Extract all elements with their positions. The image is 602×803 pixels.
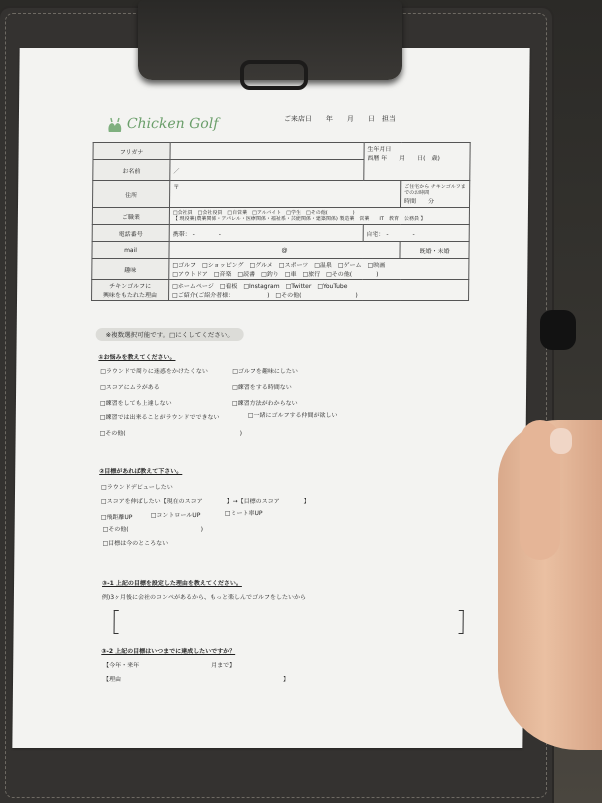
q3-title: ③-1 上記の目標を設定した理由を教えてください。 xyxy=(102,580,242,587)
q2-option[interactable]: □ミート率UP xyxy=(224,510,263,517)
q4-deadline-field[interactable]: 【今年・来年 月まで】 xyxy=(103,662,236,669)
q1-title: ①お悩みを教えてください。 xyxy=(98,354,176,361)
birthday-field[interactable]: 年 月 日( 歳) xyxy=(381,155,440,162)
home-phone-field[interactable]: - - xyxy=(386,230,415,238)
customer-info-table xyxy=(91,142,471,301)
hobby-options-1[interactable]: □ゴルフ □ショッピング □グルメ □スポーツ □温泉 □ゲーム □映画 xyxy=(172,262,386,269)
seireki-label: 西暦 xyxy=(367,155,380,162)
reason-options-2[interactable]: □ご紹介(ご紹介者様： ) □その他( ) xyxy=(172,292,358,299)
hobby-label: 趣味 xyxy=(92,259,169,280)
q1-option[interactable]: □練習では出来ることがラウンドでできない xyxy=(99,414,220,421)
q1-option[interactable]: □一緒にゴルフする仲間が欲しい xyxy=(247,412,338,419)
q1-option[interactable]: □練習をする時間ない xyxy=(232,384,292,391)
mail-field[interactable]: @ xyxy=(169,242,400,259)
occupation-industry-options[interactable]: 【 現役業(農業関係・アパレル・医療関係・福祉系・芸能関係・建築関係) 製造業 営業 IT 教育 公務員 】 xyxy=(172,216,426,222)
address-field[interactable]: 〒 xyxy=(169,181,400,208)
occupation-options[interactable]: □会社員 □会社役員 □自営業 □アルバイト □学生 □その他( ) xyxy=(172,210,355,216)
metal-clip xyxy=(138,0,402,80)
furigana-field[interactable] xyxy=(170,143,364,160)
hand xyxy=(498,420,602,750)
hobby-options-2[interactable]: □アウトドア □音楽 □読書 □釣り □車 □旅行 □その他( ) xyxy=(172,271,379,278)
reason-options-1[interactable]: □ホームページ □看板 □Instagram □Twitter □YouTube xyxy=(172,283,348,290)
phone-label: 電話番号 xyxy=(92,225,169,242)
mail-label: mail xyxy=(92,242,169,259)
q2-option[interactable]: □コントロールUP xyxy=(150,512,201,519)
q2-option[interactable]: □スコアを伸ばしたい【現在のスコア 】→【目標のスコア 】 xyxy=(100,498,310,505)
q2-title: ②目標があれば教えて下さい。 xyxy=(99,468,183,475)
q1-option[interactable]: □練習をしても上達しない xyxy=(99,400,172,407)
multi-select-note: ※複数選択可能です。□にくしてください。 xyxy=(96,328,244,341)
mobile-field[interactable]: - - xyxy=(192,230,222,238)
background-object xyxy=(540,310,576,350)
q3-answer-field[interactable] xyxy=(114,610,464,634)
reason-label-2: 興味をもたれた理由 xyxy=(103,292,158,299)
q1-option[interactable]: □ゴルフを趣味にしたい xyxy=(232,368,298,375)
q1-option[interactable]: □練習方法がわからない xyxy=(231,400,298,407)
commute-note: ご住宅から チキンゴルフまでのお時間 xyxy=(404,183,466,196)
name-field[interactable]: ／ xyxy=(170,160,364,181)
q1-option[interactable]: □その他( ) xyxy=(99,430,243,437)
commute-field[interactable]: 時間 分 xyxy=(404,197,435,205)
furigana-label: フリガナ xyxy=(93,143,170,160)
q2-option[interactable]: □ラウンドデビューしたい xyxy=(101,484,173,491)
reason-label-1: チキンゴルフに xyxy=(109,283,152,290)
q4-title: ③-2 上記の目標はいつまでに達成したいですか？ xyxy=(101,648,236,655)
chicken-logo-icon xyxy=(105,116,125,136)
home-phone-label: 自宅： xyxy=(366,230,385,238)
q1-option[interactable]: □スコアにムラがある xyxy=(100,384,160,391)
name-label: お名前 xyxy=(93,160,170,181)
address-label: 住所 xyxy=(92,181,169,208)
q4-reason-field[interactable]: 【理由 】 xyxy=(103,676,290,683)
q2-option[interactable]: □飛距離UP xyxy=(100,514,133,521)
occupation-label: ご職業 xyxy=(92,208,169,225)
birthday-label: 生年月日 xyxy=(367,146,392,153)
logo-text: Chicken Golf xyxy=(126,116,219,132)
visit-date-header: ご来店日 年 月 日 担当 xyxy=(283,115,396,123)
q1-option[interactable]: □ラウンドで周りに迷惑をかけたくない xyxy=(100,368,208,375)
q3-example: 例)3ヶ月後に会社のコンペがあるから、もっと楽しんでゴルフをしたいから xyxy=(101,594,307,601)
q2-option[interactable]: □その他( ) xyxy=(102,526,204,533)
paper-form xyxy=(12,48,529,748)
q2-option[interactable]: □目標は今のところない xyxy=(102,540,169,547)
marital-status[interactable]: 既婚・未婚 xyxy=(400,242,469,259)
mobile-label: 携帯： xyxy=(172,230,191,238)
